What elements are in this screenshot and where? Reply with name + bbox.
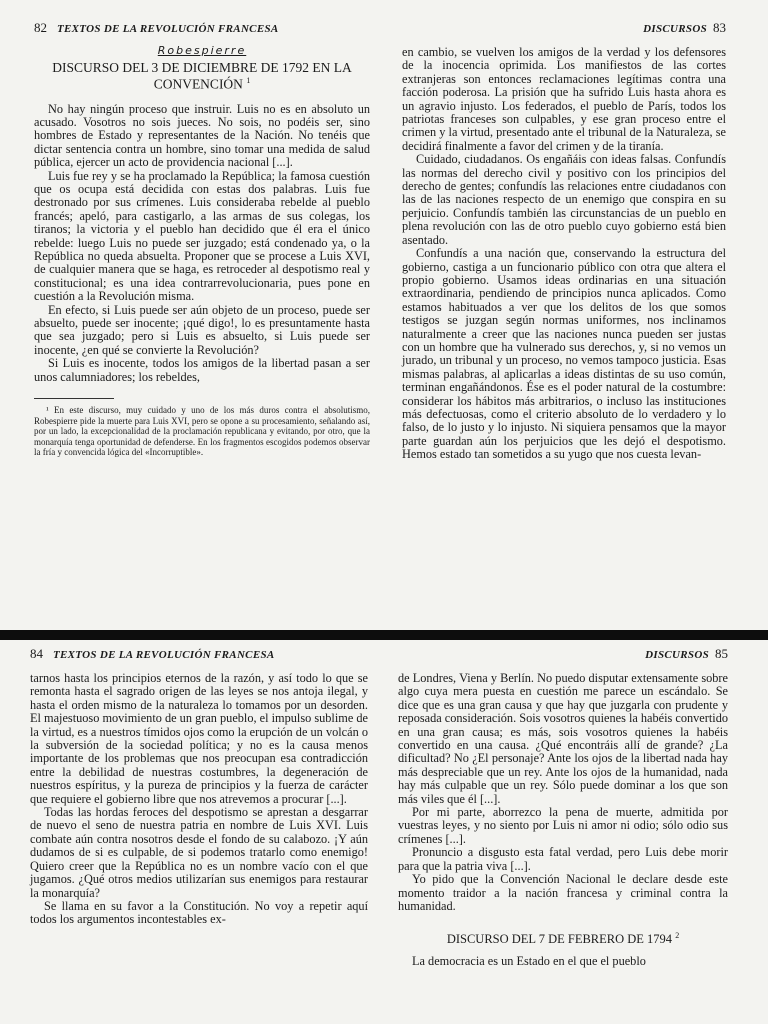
running-title: DISCURSOS bbox=[645, 649, 709, 661]
speech-title-text: DISCURSO DEL 3 DE DICIEMBRE DE 1792 EN LA CONVENCIÓN bbox=[52, 60, 352, 92]
paragraph: No hay ningún proceso que instruir. Luis no es en absoluto un acusado. Vosotros no sois jueces. No sois, no podéis ser, sino hombres de Estado y representantes de la Nación. No tenéis que dictar sentencia contra un hombre, sino tomar una medida de salud pública, ejercer un acto de providencia nacional [...]. bbox=[34, 101, 370, 170]
paragraph: Si Luis es inocente, todos los amigos de la libertad pasan a ser unos calumniadores; los rebeldes, bbox=[34, 356, 370, 384]
running-title: DISCURSOS bbox=[643, 23, 707, 35]
running-head bbox=[398, 646, 728, 662]
running-head bbox=[34, 20, 370, 36]
page-number: 83 bbox=[713, 20, 726, 35]
paragraph: Confundís a una nación que, conservando la estructura del gobierno, castiga a un funcionario público con otra que altera el propio gobierno. Usamos ideas ordinarias en una situación extraordinaria, pendiendo de principios nunca aplicados. Como estamos habituados a ver que los delitos de los que somos testigos se juzgan según normas uniformes, nos inclinamos naturalmente a creer que las naciones nunca pueden ser justas con un hombre que ha vulnerado sus derechos, y, si no vemos un jurado, un tribunal y un proceso, no vemos tampoco justicia. Esas mismas palabras, al aplicarlas a ideas distintas de su uso común, terminan engañándonos. Ése es el poder natural de la costumbre: considerar los hábitos más arbitrarios, o incluso las instituciones más defectuosas, como el criterio absoluto de lo verdadero y lo falso, de lo justo y lo injusto. Ni siquiera pensamos que la mayor parte guardan aún los perjuicios que les dejó el despotismo. Hemos estado tan sometidos a su yugo que nos cuesta levan- bbox=[402, 246, 726, 462]
running-head bbox=[402, 20, 726, 36]
handwritten-annotation: Robespierre bbox=[157, 44, 247, 57]
page-82 bbox=[0, 0, 384, 630]
footnote-rule bbox=[34, 398, 114, 399]
paragraph: tarnos hasta los principios eternos de la razón, y así todo lo que se remonta hasta el sagrado origen de las leyes se nos antoja ilegal, y hasta el orden mismo de la naturaleza lo tomamos por un desorden. El majestuoso movimiento de un gran pueblo, el impulso sublime de la virtud, es a nuestros tímidos ojos como la erupción de un volcán o la subversión de la sociedad política; y no es la causa menos importante de los problemas que nos preocupan esa contradicción entre la debilidad de nuestras costumbres, la degeneración de nuestros espíritus, y la pureza de principios y la fuerza de carácter que requiere el gobierno libre que nos atrevemos a procurar [...]. bbox=[30, 671, 368, 806]
page-gutter bbox=[0, 630, 768, 640]
page-83 bbox=[384, 0, 768, 630]
paragraph: La democracia es un Estado en el que el pueblo bbox=[412, 954, 646, 969]
page-number: 82 bbox=[34, 20, 47, 35]
paragraph: Pronuncio a disgusto esta fatal verdad, pero Luis debe morir para que la patria viva [...]. bbox=[398, 845, 728, 873]
footnote-marker: 2 bbox=[675, 931, 680, 941]
paragraph: Luis fue rey y se ha proclamado la República; la famosa cuestión que os ocupa está decidida con estas dos palabras. Luis fue destronado por sus crímenes. Luis consideraba rebelde al pueblo francés; apeló, para castigarlo, a las armas de sus colegas, los tiranos; la victoria y el pueblo han decidido que él era el único rebelde: luego Luis no puede ser juzgado; está condenado ya, o la República no queda absuelta. Proponer que se procese a Luis XVI, de cualquier manera que se haga, es retroceder al despotismo real y constitucional; es una idea contrarrevolucionaria, pues pone en cuestión a la Revolución misma. bbox=[34, 168, 370, 304]
running-head bbox=[30, 646, 368, 662]
speech-title bbox=[34, 61, 370, 91]
section-title-text: DISCURSO DEL 7 DE FEBRERO DE 1794 bbox=[446, 932, 673, 947]
paragraph: Cuidado, ciudadanos. Os engañáis con ideas falsas. Confundís las normas del derecho civil y positivo con los principios del derecho de gentes; confundís las relaciones entre ciudadanos con las de las naciones respecto de un enemigo que conspira en su perjuicio. Confundís también las circunstancias de un pueblo en plena revolución con las de otro pueblo cuyo gobierno está bien asentado. bbox=[402, 152, 726, 247]
paragraph: En efecto, si Luis puede ser aún objeto de un proceso, puede ser absuelto, puede ser inocente; ¡qué digo!, lo es presuntamente hasta que sea juzgado; pero si Luis es absuelto, si Luis puede ser inocente, ¿en qué se convierte la Revolución? bbox=[34, 302, 370, 357]
footnote: ¹ En este discurso, muy cuidado y uno de los más duros contra el absolutismo, Robespierre pide la muerte para Luis XVI, pero se opone a su procesamiento, señalando así, por un lado, la excepcionalidad de la proclamación republicana y evitando, por otro, que la monarquía tenga oportunidad de defenderse. En los fragmentos escogidos podemos observar la fría y convencida lógica del «Incorruptible». bbox=[34, 405, 370, 458]
body-text bbox=[398, 955, 728, 968]
running-title: TEXTOS DE LA REVOLUCIÓN FRANCESA bbox=[53, 649, 275, 661]
section-title bbox=[398, 931, 728, 947]
paragraph: Todas las hordas feroces del despotismo se aprestan a desgarrar de nuevo el seno de nuestra patria en nombre de Luis XVI. Luis combate aún contra nosotros desde el fondo de su calabozo. ¡Y aún dudamos de si es culpable, de si podemos tratarlo como enemigo! Quiero creer que la República no es un nombre vacío con el que jugamos. ¿Qué otros medios utilizarían sus enemigos para restaurar la monarquía? bbox=[30, 805, 368, 900]
paragraph: de Londres, Viena y Berlín. No puedo disputar extensamente sobre algo cuya mera puesta en cuestión me parece un escándalo. Se dice que es una gran causa y que hay que juzgarla con prudente y reposada consideración. Sois vosotros quienes la habéis convertido en una gran causa; es más, sois vosotros quienes la habéis convertido en una causa. ¿Qué encontráis allí de grande? ¿La dificultad? No ¿El personaje? Ante los ojos de la libertad nada hay más despreciable que un rey. Ante los ojos de la humanidad, nada hay más culpable que un rey. Sólo puede dominar a los que son más viles que él [...]. bbox=[398, 671, 728, 806]
page-number: 84 bbox=[30, 646, 43, 661]
running-title: TEXTOS DE LA REVOLUCIÓN FRANCESA bbox=[57, 23, 279, 35]
paragraph: Por mi parte, aborrezco la pena de muerte, admitida por vuestras leyes, y no siento por Luis ni amor ni odio; sólo odio sus crímenes [...]. bbox=[398, 805, 728, 846]
paragraph: en cambio, se vuelven los amigos de la verdad y los defensores de la inocencia oprimida. Los manifiestos de las cortes extranjeras son entonces reclamaciones legítimas contra una facción poderosa. La prisión que ha sufrido Luis hasta ahora es un agravio injusto. Los federados, el pueblo de París, todos los patriotas franceses son culpables, y ese gran proceso entre el crimen y la virtud, presentado ante el tribunal de la Naturaleza, se decidirá finalmente a favor del crimen y de la tiranía. bbox=[402, 45, 726, 153]
page-85 bbox=[384, 640, 768, 1024]
body-text bbox=[34, 103, 370, 385]
paragraph: Se llama en su favor a la Constitución. No voy a repetir aquí todos los argumentos incontestables ex- bbox=[30, 898, 368, 927]
body-text bbox=[402, 46, 726, 462]
paragraph: Yo pido que la Convención Nacional le declare desde este momento traidor a la nación francesa y criminal contra la humanidad. bbox=[398, 872, 728, 913]
page-number: 85 bbox=[715, 646, 728, 661]
page-84 bbox=[0, 640, 384, 1024]
footnote-marker: 1 bbox=[246, 76, 251, 85]
body-text bbox=[398, 672, 728, 913]
body-text bbox=[30, 672, 368, 927]
